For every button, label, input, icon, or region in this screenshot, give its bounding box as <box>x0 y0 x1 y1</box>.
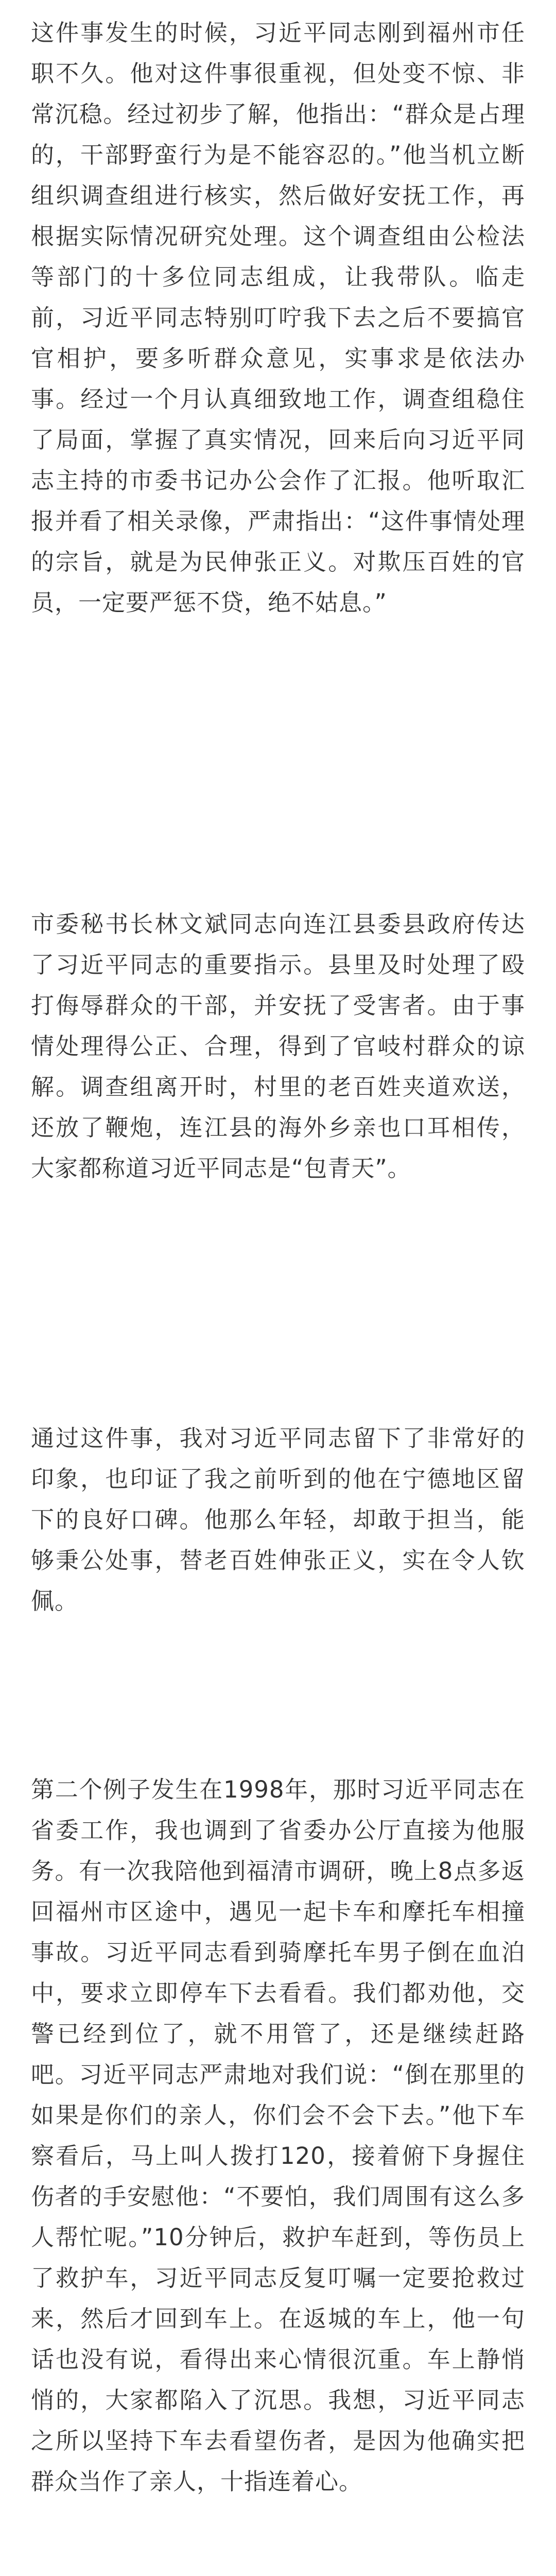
paragraph-lianjiang-follow-up: 市委秘书长林文斌同志向连江县委县政府传达了习近平同志的重要指示。县里及时处理了殴打侮辱群众的干部，并安抚了受害者。由于事情处理得公正、合理，得到了官岐村群众的谅解。调查组离开时，村里的老百姓夹道欢送，还放了鞭炮，连江县的海外乡亲也口耳相传，大家都称道习近平同志是“包青天”。 <box>31 910 525 1182</box>
paragraph-fuzhou-incident: 这件事发生的时候，习近平同志刚到福州市任职不久。他对这件事很重视，但处变不惊、非常沉稳。经过初步了解，他指出：“群众是占理的，干部野蛮行为是不能容忍的。”他当机立断组织调查组进行核实，然后做好安抚工作，再根据实际情况研究处理。这个调查组由公检法等部门的十多位同志组成，让我带队。临走前，习近平同志特别叮咛我下去之后不要搞官官相护，要多听群众意见，实事求是依法办事。经过一个月认真细致地工作，调查组稳住了局面，掌握了真实情况，回来后向习近平同志主持的市委书记办公会作了汇报。他听取汇报并看了相关录像，严肃指出：“这件事情处理的宗旨，就是为民伸张正义。对欺压百姓的官员，一定要严惩不贷，绝不姑息。” <box>31 19 525 616</box>
paragraph-1998-accident: 第二个例子发生在1998年，那时习近平同志在省委工作，我也调到了省委办公厅直接为他服务。有一次我陪他到福清市调研，晚上8点多返回福州市区途中，遇见一起卡车和摩托车相撞事故。习近平同志看到骑摩托车男子倒在血泊中，要求立即停车下去看看。我们都劝他，交警已经到位了，就不用管了，还是继续赶路吧。习近平同志严肃地对我们说：“倒在那里的如果是你们的亲人，你们会不会下去。”他下车察看后，马上叫人拨打120，接着俯下身握住伤者的手安慰他：“不要怕，我们周围有这么多人帮忙呢。”10分钟后，救护车赶到，等伤员上了救护车，习近平同志反复叮嘱一定要抢救过来，然后才回到车上。在返城的车上，他一句话也没有说，看得出来心情很沉重。车上静悄悄的，大家都陷入了沉思。我想，习近平同志之所以坚持下车去看望伤者，是因为他确实把群众当作了亲人，十指连着心。 <box>31 1776 525 2495</box>
article-body <box>31 0 525 2576</box>
paragraph-impression: 通过这件事，我对习近平同志留下了非常好的印象，也印证了我之前听到的他在宁德地区留下的良好口碑。他那么年轻，却敢于担当，能够秉公处事，替老百姓伸张正义，实在令人钦佩。 <box>31 1425 525 1615</box>
